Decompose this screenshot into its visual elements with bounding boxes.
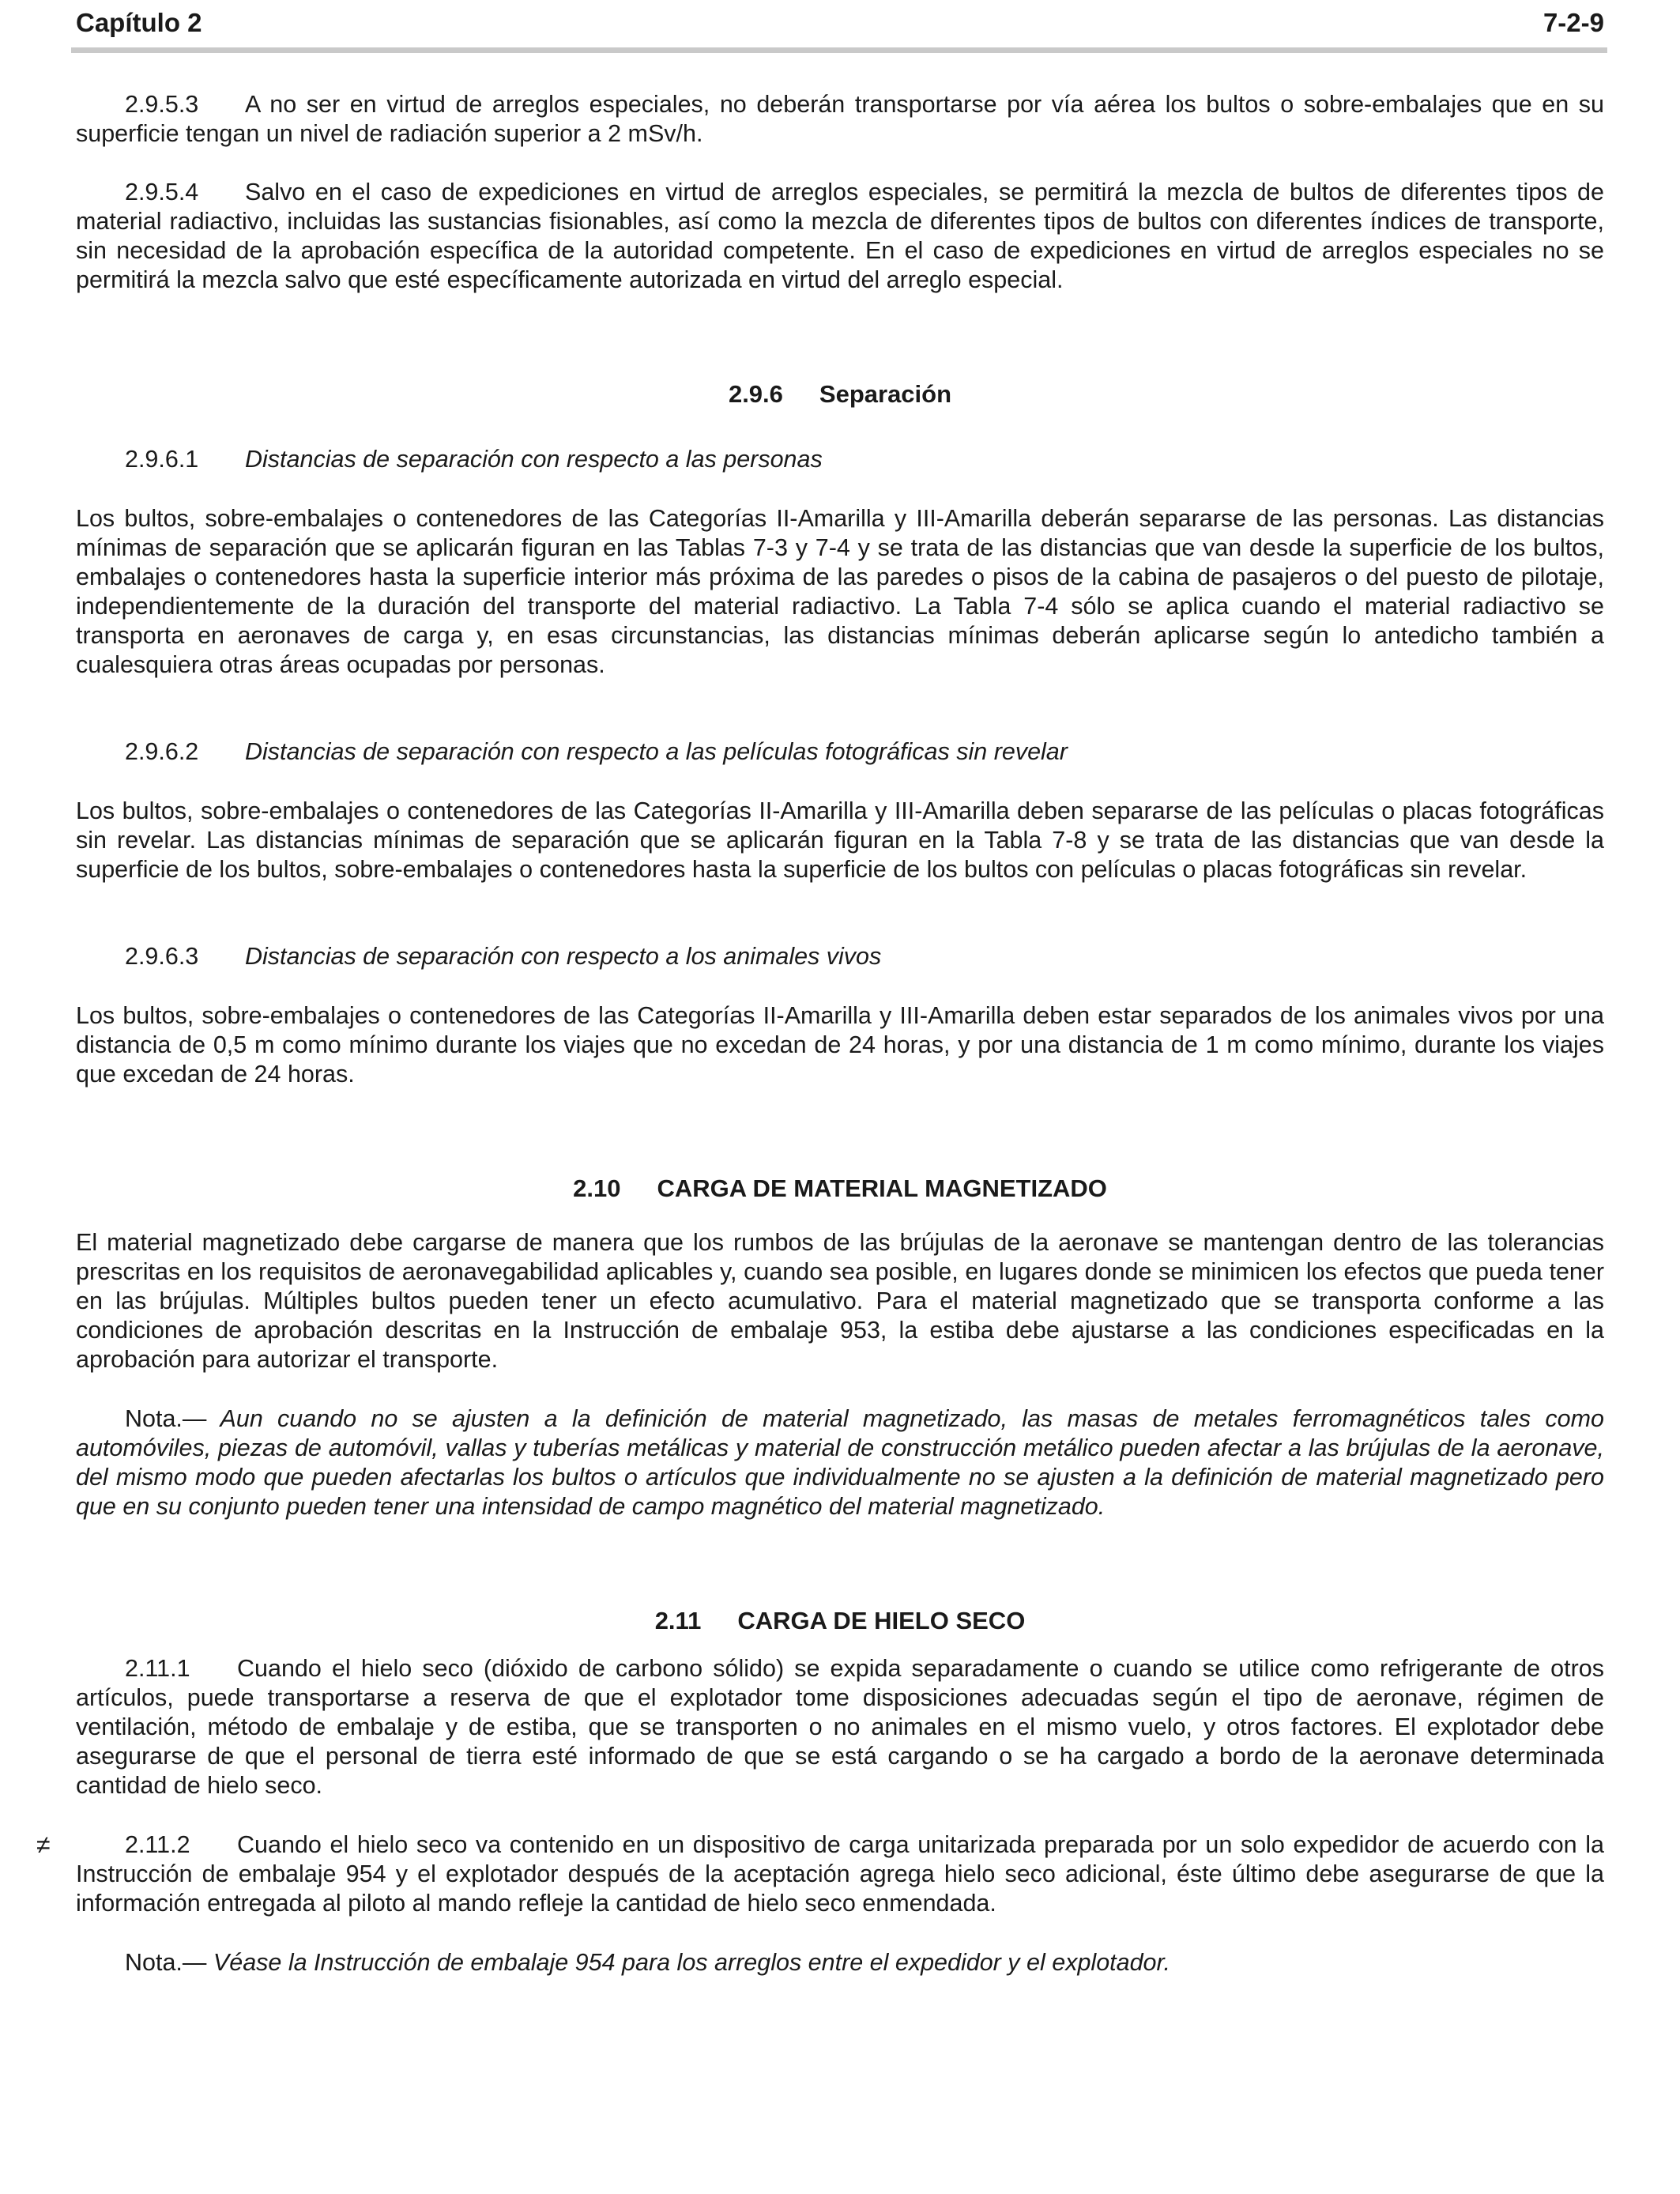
change-mark: ≠ [36,1830,51,1859]
section-heading-2-10 [76,1173,1604,1204]
note-2-10 [76,1404,1604,1521]
heading-number: 2.10 [573,1174,621,1202]
subheading-2-9-6-2 [76,737,1604,767]
page-number: 7-2-9 [1543,8,1604,37]
paragraph-number: 2.9.5.3 [125,91,199,118]
heading-title: CARGA DE MATERIAL MAGNETIZADO [657,1174,1107,1202]
subheading-title: Distancias de separación con respecto a los animales vivos [245,943,882,970]
heading-number: 2.11 [654,1607,702,1634]
paragraph-2-11-1 [76,1654,1604,1800]
note-lead: Nota.— [125,1949,207,1976]
note-lead: Nota.— [125,1405,207,1432]
paragraph-number: 2.11.1 [125,1655,190,1682]
paragraph-2-9-5-3 [76,90,1604,149]
paragraph-text: Salvo en el caso de expediciones en virtud de arreglos especiales, se permitirá la mezcla de bultos de diferentes tipos de material radiactivo, incluidas las sustancias fisionables, así como la mezcla de diferentes tipos de bultos con diferentes índices de transporte, sin necesidad de la aprobación específica de la autoridad competente. En el caso de expediciones en virtud de arreglos especiales no se permitirá la mezcla salvo que esté específicamente autorizada en virtud del arreglo especial. [76,179,1604,293]
paragraph-text: A no ser en virtud de arreglos especiales, no deberán transportarse por vía aérea los bultos o sobre-embalajes que en su superficie tengan un nivel de radiación superior a 2 mSv/h. [76,91,1604,147]
heading-title: Separación [819,380,952,408]
header-rule [71,47,1607,53]
paragraph-2-9-6-2: Los bultos, sobre-embalajes o contenedores de las Categorías II-Amarilla y III-Amarilla deben separarse de las películas o placas fotográficas sin revelar. Las distancias mínimas de separación que se aplicarán figuran en la Tabla 7-8 y se trata de las distancias que van desde la superficie de los bultos, sobre-embalajes o contenedores hasta la superficie de los bultos con películas o placas fotográficas sin revelar. [76,797,1604,883]
paragraph-number: 2.9.5.4 [125,179,199,205]
note-2-11-2 [76,1948,1604,1977]
page-header [76,8,1604,40]
subheading-number: 2.9.6.2 [125,738,199,765]
subheading-title: Distancias de separación con respecto a las personas [245,446,823,473]
paragraph-2-9-6-3: Los bultos, sobre-embalajes o contenedores de las Categorías II-Amarilla y III-Amarilla deben estar separados de los animales vivos por una distancia de 0,5 m como mínimo durante los viajes que no excedan de 24 horas, y por una distancia de 1 m como mínimo, durante los viajes que excedan de 24 horas. [76,1002,1604,1088]
section-heading-2-11 [76,1605,1604,1637]
subheading-title: Distancias de separación con respecto a las películas fotográficas sin revelar [245,738,1068,765]
paragraph-2-10: El material magnetizado debe cargarse de manera que los rumbos de las brújulas de la aeronave se mantengan dentro de las tolerancias prescritas en los requisitos de aeronavegabilidad aplicables y, cuando sea posible, en lugares donde se minimicen los efectos que pueda tener en las brújulas. Múltiples bultos pueden tener un efecto acumulativo. Para el material magnetizado que se transporta conforme a las condiciones de aprobación descritas en la Instrucción de embalaje 953, la estiba debe ajustarse a las condiciones especificadas en la aprobación para autorizar el transporte. [76,1229,1604,1373]
paragraph-text: Cuando el hielo seco (dióxido de carbono sólido) se expida separadamente o cuando se utilice como refrigerante de otros artículos, puede transportarse a reserva de que el explotador tome disposiciones adecuadas según el tipo de aeronave, régimen de ventilación, método de embalaje y de estiba, que se transporten o no animales en el mismo vuelo, y otros factores. El explotador debe asegurarse de que el personal de tierra esté informado de que se está cargando o se ha cargado a bordo de la aeronave determinada cantidad de hielo seco. [76,1655,1604,1799]
note-text: Aun cuando no se ajusten a la definición de material magnetizado, las masas de metales ferromagnéticos tales como automóviles, piezas de automóvil, vallas y tuberías metálicas y material de construcción metálico pueden afectar a las brújulas de la aeronave, del mismo modo que pueden afectarlas los bultos o artículos que individualmente no se ajusten a la definición de material magnetizado pero que en su conjunto pueden tener una intensidad de campo magnético del material magnetizado. [76,1405,1604,1520]
page-content [36,90,1604,1977]
paragraph-2-11-2 [76,1830,1604,1918]
heading-number: 2.9.6 [728,380,783,408]
subheading-number: 2.9.6.1 [125,446,199,473]
subheading-number: 2.9.6.3 [125,943,199,970]
paragraph-2-9-6-1: Los bultos, sobre-embalajes o contenedores de las Categorías II-Amarilla y III-Amarilla deberán separarse de las personas. Las distancias mínimas de separación que se aplicarán figuran en las Tablas 7-3 y 7-4 y se trata de las distancias que van desde la superficie de los bultos, embalajes o contenedores hasta la superficie interior más próxima de las paredes o pisos de la cabina de pasajeros o del puesto de pilotaje, independientemente de la duración del transporte del material radiactivo. La Tabla 7-4 sólo se aplica cuando el material radiactivo se transporta en aeronaves de carga y, en esas circunstancias, las distancias mínimas deberán aplicarse según lo antedicho también a cualesquiera otras áreas ocupadas por personas. [76,505,1604,678]
paragraph-text: Cuando el hielo seco va contenido en un dispositivo de carga unitarizada preparada por un solo expedidor de acuerdo con la Instrucción de embalaje 954 y el explotador después de la aceptación agrega hielo seco adicional, éste último debe asegurarse de que la información entregada al piloto al mando refleje la cantidad de hielo seco enmendada. [76,1831,1604,1917]
subheading-2-9-6-3 [76,942,1604,971]
subheading-2-9-6-1 [76,445,1604,474]
paragraph-2-9-5-4 [76,178,1604,295]
section-heading-2-9-6 [76,379,1604,410]
note-text: Véase la Instrucción de embalaje 954 para los arreglos entre el expedidor y el explotador. [213,1949,1171,1976]
paragraph-number: 2.11.2 [125,1831,190,1858]
paragraph-2-11-2-wrapper [36,1830,1604,1918]
heading-title: CARGA DE HIELO SECO [737,1607,1026,1634]
chapter-label: Capítulo 2 [76,8,202,37]
